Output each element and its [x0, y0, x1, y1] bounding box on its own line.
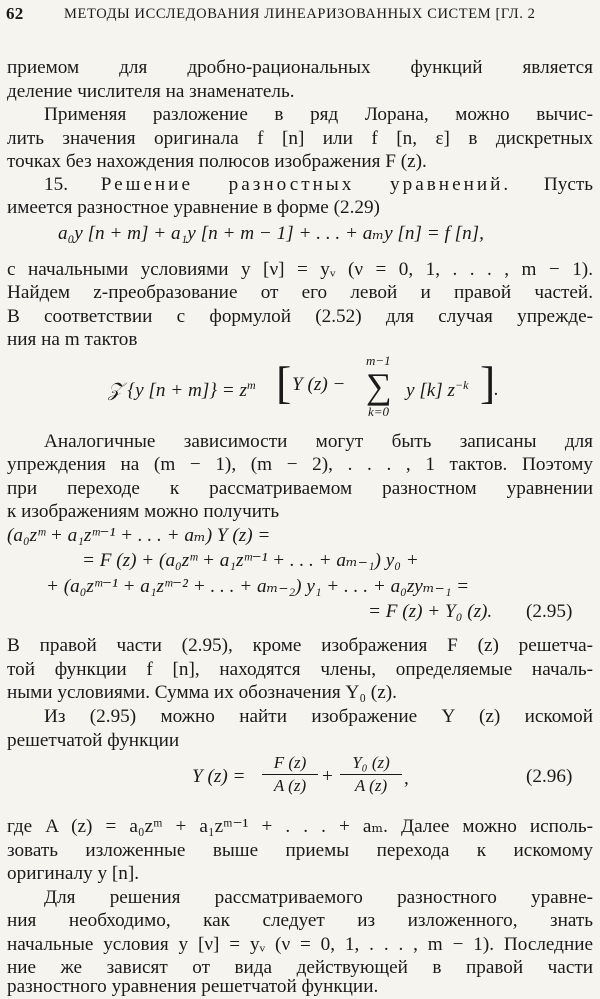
running-head	[6, 2, 594, 30]
sum-upper-limit: m−1	[366, 353, 391, 368]
fraction	[340, 752, 402, 797]
equation-2-95-line: + (a₀zᵐ⁻¹ + a₁zᵐ⁻² + . . . + aₘ₋₂) y₁ + . . . + a₀zyₘ₋₁ =	[46, 576, 470, 597]
running-title: МЕТОДЫ ИССЛЕДОВАНИЯ ЛИНЕАРИЗОВАННЫХ СИСТЕМ [ГЛ. 2	[64, 6, 536, 22]
text-line: В правой части (2.95), кроме изображения F (z) решетча-	[7, 635, 593, 656]
eq-lhs-sup: m	[247, 378, 256, 392]
text-line: решетчатой функции	[7, 730, 180, 751]
equation-2-95-line: (a₀zᵐ + a₁zᵐ⁻¹ + . . . + aₘ) Y (z) =	[7, 525, 271, 546]
text-line: той функции f [n], находятся члены, определяемые началь-	[7, 659, 593, 680]
text-line: к изображениям можно получить	[7, 501, 280, 522]
fraction-numerator: F (z)	[262, 752, 318, 775]
left-bracket: [	[276, 357, 292, 408]
comma: ,	[404, 768, 409, 789]
text-line: где A (z) = a₀zᵐ + a₁zᵐ⁻¹ + . . . + aₘ. Далее можно исполь-	[7, 816, 593, 837]
text-line: с начальными условиями y [ν] = yᵥ (ν = 0, 1, . . . , m − 1).	[7, 259, 593, 280]
text-line: ния на m тактов	[7, 329, 138, 350]
section-heading: Решение разностных уравнений.	[100, 174, 512, 195]
text-line: ными условиями. Сумма их обозначения Y₀ (z).	[7, 682, 397, 703]
eq-end: .	[494, 379, 499, 400]
text-line: упреждения на (m − 1), (m − 2), . . . , 1 тактов. Поэтому	[7, 454, 593, 475]
text-line: Из (2.95) можно найти изображение Y (z) искомой	[44, 706, 593, 727]
text-line: Найдем z-преобразование от его левой и правой частей.	[7, 282, 593, 303]
eq-body: Y (z) −	[292, 374, 346, 395]
text-line: разностного уравнения решетчатой функции.	[7, 976, 379, 997]
sigma-sign: ∑	[366, 366, 392, 406]
text-line: оригиналу y [n].	[7, 863, 140, 884]
text-line: имеется разностное уравнение в форме (2.29)	[7, 197, 380, 218]
sum-term: y [k] z	[406, 380, 456, 401]
text-line: лить значения оригинала f [n] или f [n, ε] в дискретных	[7, 128, 593, 149]
fraction-denominator: A (z)	[354, 776, 388, 795]
sum-term-sup: −k	[455, 378, 469, 392]
text-line: ние же зависят от вида действующей в правой части	[7, 957, 593, 978]
text-line: точках без нахождения полюсов изображения F (z).	[7, 151, 427, 172]
text-line: В соответствии с формулой (2.52) для случая упрежде-	[7, 306, 593, 327]
text-line: деление числителя на знаменатель.	[7, 81, 295, 102]
page-number: 62	[6, 4, 24, 23]
text-line: начальные условия y [ν] = yᵥ (ν = 0, 1, . . . , m − 1). Последние	[7, 934, 593, 955]
fraction-numerator: Y₀ (z)	[340, 752, 402, 775]
fraction	[262, 752, 318, 797]
plus-sign: +	[322, 766, 333, 787]
text-line: ния необходимо, как следует из изложенного, знать	[7, 910, 593, 931]
text-line: приемом для дробно-рациональных функций является	[7, 57, 593, 78]
equation-2-95-line: = F (z) + (a₀zᵐ + a₁zᵐ⁻¹ + . . . + aₘ₋₁) y₀ +	[82, 550, 419, 571]
equation-2-29: a₀y [n + m] + a₁y [n + m − 1] + . . . + aₘy [n] = f [n],	[58, 223, 484, 244]
equation-number: (2.95)	[526, 601, 573, 622]
text-fragment: Пусть	[543, 174, 594, 195]
text-line: Применяя разложение в ряд Лорана, можно вычис-	[44, 104, 593, 125]
text-line: Для решения рассматриваемого разностного уравне-	[44, 887, 593, 908]
eq-lhs: 𝒵 {y [n + m]} = z	[108, 380, 247, 401]
text-line: при переходе к рассматриваемом разностном уравнении	[7, 478, 593, 499]
sum-lower-limit: k=0	[368, 404, 390, 419]
section-heading-line	[44, 173, 593, 197]
text-line: зовать изложенные выше приемы перехода к искомому	[7, 840, 593, 861]
equation-number: (2.96)	[526, 766, 573, 787]
equation-2-95-line: = F (z) + Y₀ (z).	[368, 601, 493, 622]
text-line: Аналогичные зависимости могут быть записаны для	[44, 431, 593, 452]
right-bracket: ]	[480, 357, 496, 408]
eq-lhs: Y (z) =	[192, 766, 246, 787]
section-number: 15.	[44, 174, 68, 195]
fraction-denominator: A (z)	[273, 776, 307, 795]
